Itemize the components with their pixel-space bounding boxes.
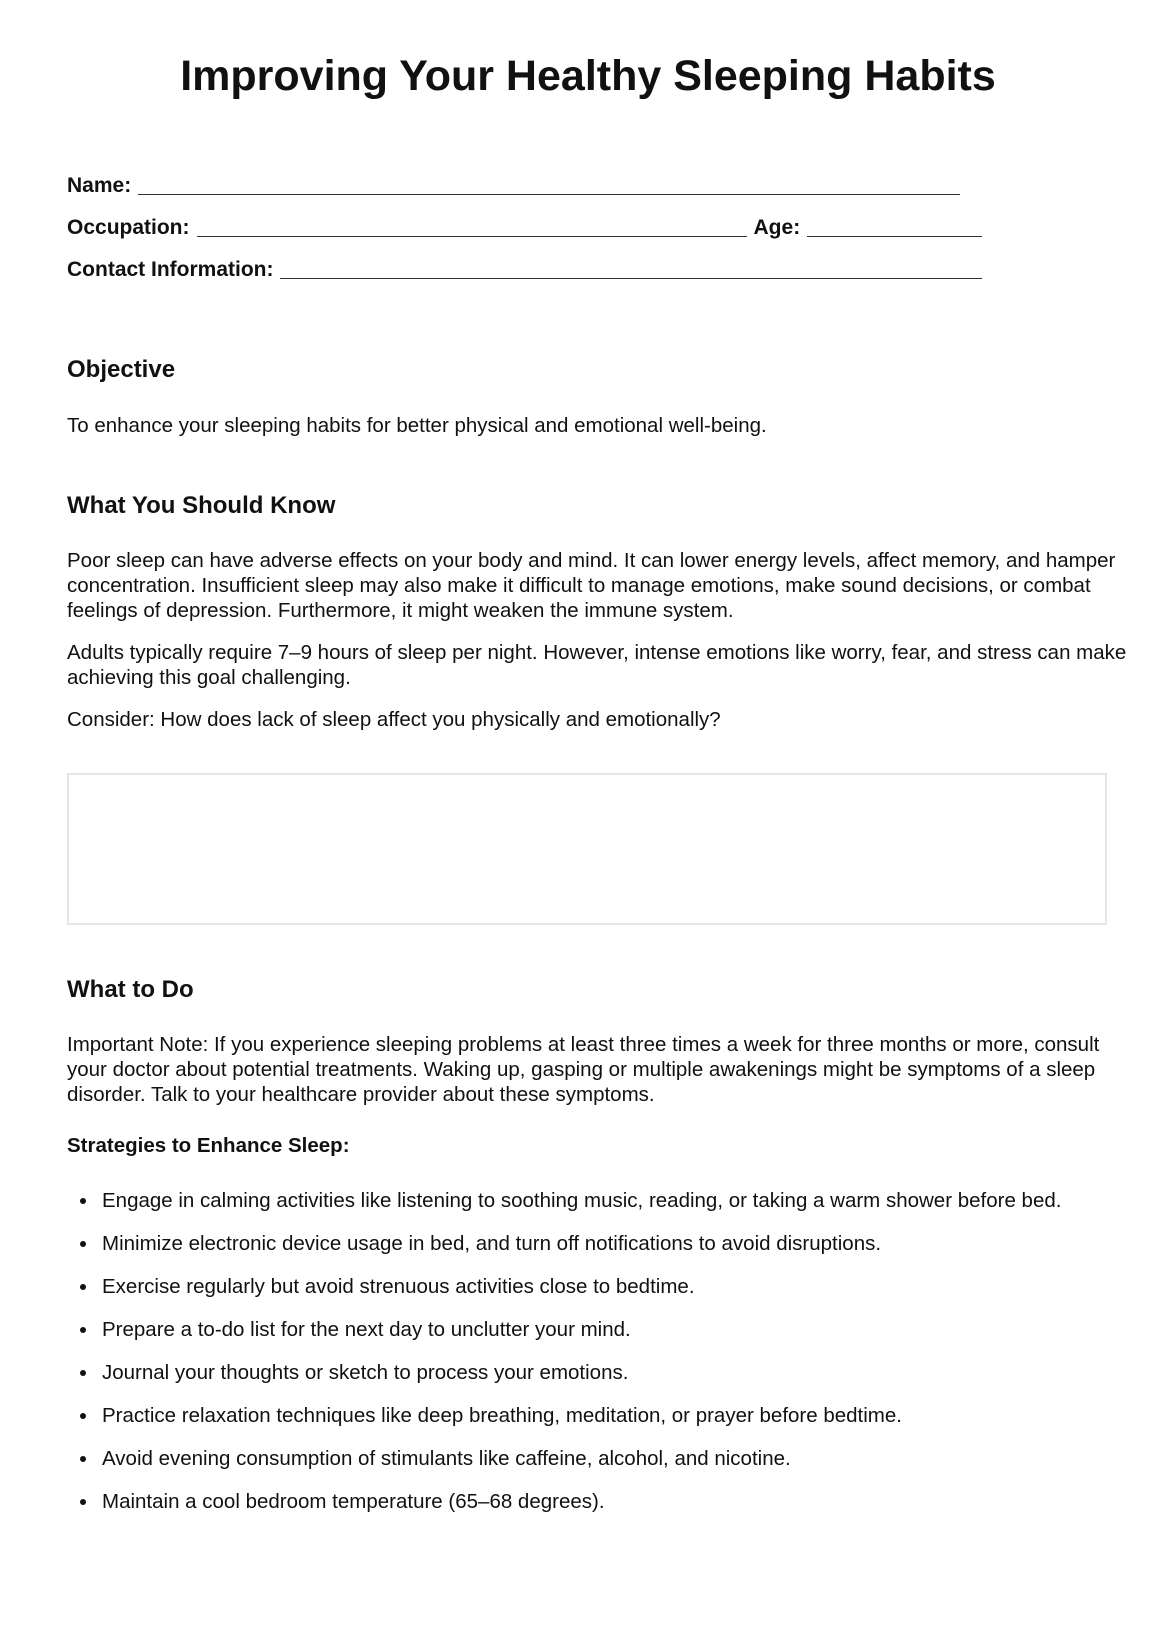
important-note: Important Note: If you experience sleeping problems at least three times a week for three months or more, consult your doctor about potential treatments. Waking up, gasping or multiple awakenings might be symptoms of a sleep disorder. Talk to your healthcare provider about these symptoms. [67, 1033, 1100, 1106]
consider-prompt: Consider: How does lack of sleep affect you physically and emotionally? [67, 708, 721, 731]
know-heading: What You Should Know [67, 492, 336, 519]
strategies-list [67, 1188, 1067, 1532]
bullet-icon [80, 1456, 86, 1462]
strategy-item [67, 1403, 1067, 1428]
objective-text: To enhance your sleeping habits for better physical and emotional well-being. [67, 414, 767, 437]
strategy-item [67, 1446, 1067, 1471]
strategy-text: Engage in calming activities like listening to soothing music, reading, or taking a warm shower before bed. [102, 1189, 1062, 1212]
name-field-row [67, 172, 960, 198]
strategy-item [67, 1231, 1067, 1256]
reflection-answer-box[interactable] [67, 773, 1107, 925]
objective-heading: Objective [67, 356, 176, 383]
todo-heading: What to Do [67, 976, 194, 1003]
strategies-heading: Strategies to Enhance Sleep: [67, 1134, 350, 1157]
strategy-text: Avoid evening consumption of stimulants like caffeine, alcohol, and nicotine. [102, 1447, 791, 1470]
name-field[interactable] [138, 174, 960, 195]
bullet-icon [80, 1413, 86, 1419]
bullet-icon [80, 1241, 86, 1247]
page-title: Improving Your Healthy Sleeping Habits [180, 52, 996, 100]
strategy-item [67, 1188, 1067, 1213]
bullet-icon [80, 1499, 86, 1505]
strategy-item [67, 1274, 1067, 1299]
strategy-text: Practice relaxation techniques like deep breathing, meditation, or prayer before bedtime. [102, 1404, 902, 1427]
contact-field-row [67, 256, 982, 282]
bullet-icon [80, 1327, 86, 1333]
bullet-icon [80, 1198, 86, 1204]
contact-label: Contact Information: [67, 258, 274, 281]
bullet-icon [80, 1284, 86, 1290]
know-paragraph-1: Poor sleep can have adverse effects on your body and mind. It can lower energy levels, affect memory, and hamper concentration. Insufficient sleep may also make it difficult to manage emotions, make sound decisions, or combat feelings of depression. Furthermore, it might weaken the immune system. [67, 549, 1116, 622]
age-field[interactable] [807, 216, 982, 237]
strategy-text: Journal your thoughts or sketch to process your emotions. [102, 1361, 629, 1384]
strategy-text: Exercise regularly but avoid strenuous activities close to bedtime. [102, 1275, 695, 1298]
strategy-item [67, 1317, 1067, 1342]
strategy-item [67, 1360, 1067, 1385]
bullet-icon [80, 1370, 86, 1376]
age-label: Age: [753, 216, 801, 239]
strategy-text: Maintain a cool bedroom temperature (65–68 degrees). [102, 1490, 605, 1513]
occupation-field-row [67, 214, 982, 240]
contact-field[interactable] [280, 258, 982, 279]
strategy-text: Minimize electronic device usage in bed, and turn off notifications to avoid disruptions. [102, 1232, 882, 1255]
occupation-field[interactable] [197, 216, 747, 237]
occupation-label: Occupation: [67, 216, 190, 239]
strategy-text: Prepare a to-do list for the next day to unclutter your mind. [102, 1318, 631, 1341]
know-paragraph-2: Adults typically require 7–9 hours of sleep per night. However, intense emotions like worry, fear, and stress can make achieving this goal challenging. [67, 641, 1127, 689]
name-label: Name: [67, 174, 132, 197]
strategy-item [67, 1489, 1067, 1514]
